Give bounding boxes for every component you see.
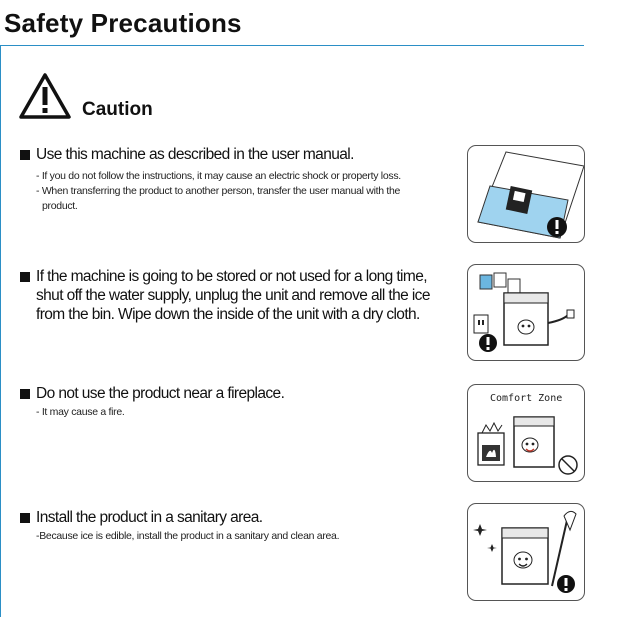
note-line: - When transferring the product to another person, transfer the user manual with the [36,185,401,197]
note-line: product. [42,200,78,212]
precaution-item [20,145,460,214]
heading-line: shut off the water supply, unplug the unit and remove all the ice [36,287,430,304]
precaution-item [20,267,460,324]
precaution-heading [20,384,460,403]
fireplace-illustration [467,384,585,482]
precaution-notes [20,169,460,214]
storage-illustration [467,264,585,361]
comfort-zone-label: Comfort Zone [490,393,563,404]
title-divider [0,45,584,46]
sanitary-illustration [467,503,585,601]
note-line: -Because ice is edible, install the product in a sanitary and clean area. [36,530,340,542]
note-line: - If you do not follow the instructions, it may cause an electric shock or property loss. [36,170,401,182]
user-manual-icon [468,146,584,242]
heading-line: from the bin. Wipe down the inside of the unit with a dry cloth. [36,306,420,323]
heading-line: If the machine is going to be stored or not used for a long time, [36,268,427,285]
precaution-notes [20,529,460,544]
bullet-square-icon [20,513,30,523]
bullet-square-icon [20,389,30,399]
precaution-notes [20,405,460,420]
precaution-heading [20,267,460,324]
note-line: - It may cause a fire. [36,406,125,418]
caution-label: Caution [82,99,153,120]
bullet-square-icon [20,272,30,282]
unplug-machine-icon [468,265,584,360]
bullet-square-icon [20,150,30,160]
manual-illustration [467,145,585,243]
heading-text: Use this machine as described in the user manual. [36,146,354,163]
fireplace-icon [478,423,504,465]
clean-machine-icon [468,504,584,600]
heading-text: Do not use the product near a fireplace. [36,385,285,402]
precaution-heading [20,508,460,527]
page-title: Safety Precautions [4,8,242,38]
precaution-item [20,508,460,544]
left-divider [0,45,1,617]
heading-text: Install the product in a sanitary area. [36,509,263,526]
prohibited-icon [559,456,577,474]
ice-machine-icon [514,417,554,467]
precaution-item [20,384,460,420]
warning-triangle-icon [18,72,72,120]
precaution-heading [20,145,460,164]
